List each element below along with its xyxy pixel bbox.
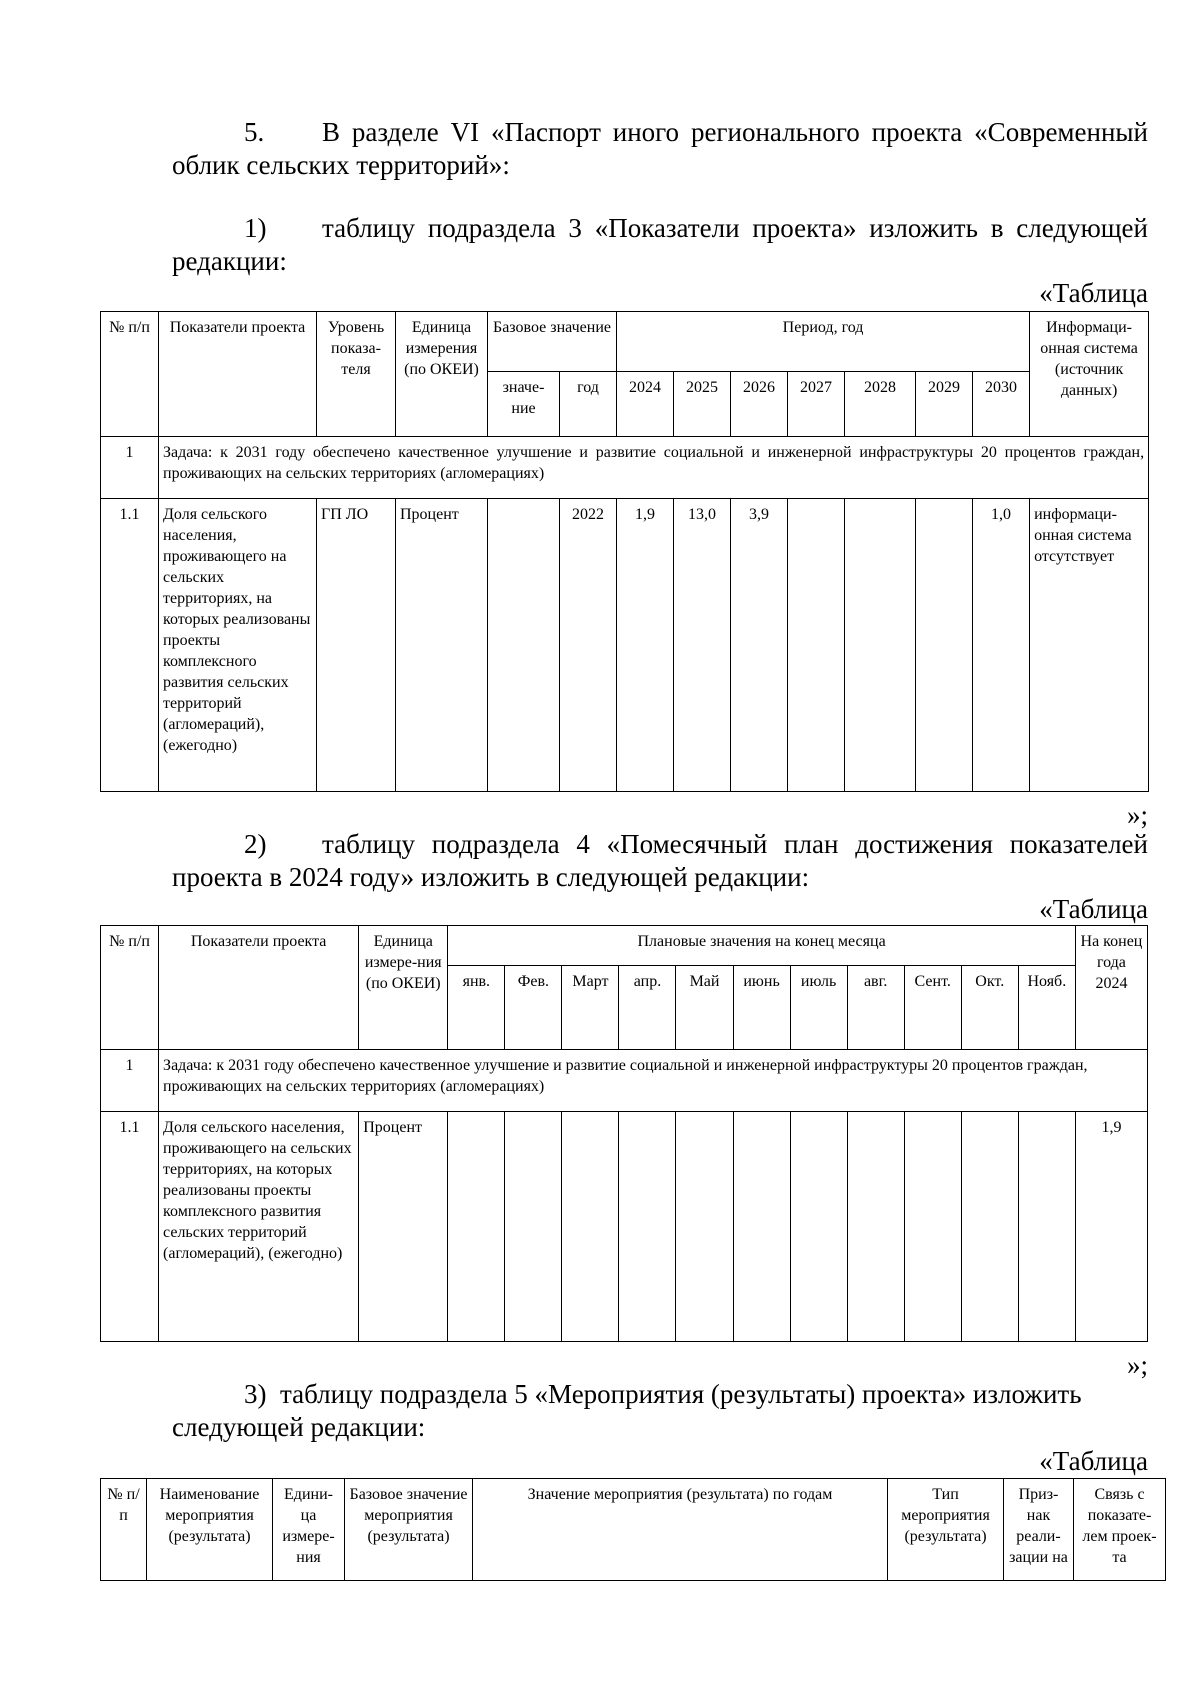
item3-table-label: «Таблица bbox=[1039, 1446, 1148, 1476]
row-value-2028 bbox=[845, 499, 916, 792]
item1-table-label: «Таблица bbox=[1039, 278, 1148, 308]
header-link: Связь с показате-лем проек-та bbox=[1074, 1479, 1166, 1581]
section-number: 5. bbox=[244, 117, 265, 147]
header-year: 2030 bbox=[973, 372, 1030, 437]
activities-table bbox=[100, 1478, 1166, 1581]
row-unit: Процент bbox=[359, 1112, 448, 1342]
header-base: Базовое значение мероприятия (результата) bbox=[345, 1479, 473, 1581]
row-month-value bbox=[505, 1112, 562, 1342]
row-month-value bbox=[790, 1112, 847, 1342]
row-month-value bbox=[847, 1112, 904, 1342]
row-indicator: Доля сельского населения, проживающего на сельских территориях, на которых реализованы проекты комплексного развития сельских территорий (агломераций), (ежегодно) bbox=[159, 1112, 359, 1342]
row-base-year: 2022 bbox=[560, 499, 617, 792]
row-value-2024: 1,9 bbox=[617, 499, 674, 792]
header-year: 2028 bbox=[845, 372, 916, 437]
header-month: авг. bbox=[847, 966, 904, 1050]
monthly-plan-table bbox=[100, 925, 1148, 1342]
header-month: июль bbox=[790, 966, 847, 1050]
row-month-value bbox=[619, 1112, 676, 1342]
row-num: 1.1 bbox=[101, 499, 159, 792]
row-month-value bbox=[562, 1112, 619, 1342]
row-level: ГП ЛО bbox=[317, 499, 396, 792]
row-indicator: Доля сельского населения, проживающего на сельских территориях, на которых реализованы проекты комплексного развития сельских территорий (агломераций), (ежегодно) bbox=[159, 499, 317, 792]
item2-text: таблицу подраздела 4 «Помесячный план достижения показателей проекта в 2024 году» изложить в следующей редакции: bbox=[172, 829, 1148, 892]
header-unit: Единица измерения (по ОКЕИ) bbox=[396, 312, 488, 437]
header-unit: Едини-ца измере-ния bbox=[273, 1479, 345, 1581]
row-month-value bbox=[733, 1112, 790, 1342]
row-value-2030: 1,0 bbox=[973, 499, 1030, 792]
header-year: 2029 bbox=[916, 372, 973, 437]
header-year-end: На конец года 2024 bbox=[1075, 926, 1147, 1050]
item1-number: 1) bbox=[244, 213, 267, 243]
row-year-end: 1,9 bbox=[1075, 1112, 1147, 1342]
header-month: апр. bbox=[619, 966, 676, 1050]
header-base: Базовое значение bbox=[488, 312, 617, 372]
item1-text: таблицу подраздела 3 «Показатели проекта» изложить в следующей редакции: bbox=[172, 213, 1148, 276]
header-month: Окт. bbox=[961, 966, 1018, 1050]
row-month-value bbox=[1018, 1112, 1075, 1342]
header-period: Период, год bbox=[617, 312, 1030, 372]
task-text: Задача: к 2031 году обеспечено качественное улучшение и развитие социальной и инженерной инфраструктуры 20 процентов граждан, проживающих на сельских территориях (агломерациях) bbox=[159, 1050, 1148, 1112]
header-month: Май bbox=[676, 966, 733, 1050]
item1-closing: »; bbox=[1126, 800, 1148, 830]
row-base-value bbox=[488, 499, 560, 792]
header-year: 2024 bbox=[617, 372, 674, 437]
task-text: Задача: к 2031 году обеспечено качественное улучшение и развитие социальной и инженерной инфраструктуры 20 процентов граждан, проживающих на сельских территориях (агломерациях) bbox=[159, 437, 1149, 499]
header-month: Март bbox=[562, 966, 619, 1050]
header-num: № п/п bbox=[101, 1479, 147, 1581]
header-year: 2026 bbox=[731, 372, 788, 437]
header-year: 2025 bbox=[674, 372, 731, 437]
row-value-2026: 3,9 bbox=[731, 499, 788, 792]
item2-closing: »; bbox=[1126, 1350, 1148, 1380]
row-info: информаци-онная система отсутствует bbox=[1030, 499, 1149, 792]
header-month: янв. bbox=[448, 966, 505, 1050]
row-month-value bbox=[676, 1112, 733, 1342]
header-level: Уровень показа-теля bbox=[317, 312, 396, 437]
header-month: Фев. bbox=[505, 966, 562, 1050]
row-month-value bbox=[961, 1112, 1018, 1342]
item3-paragraph bbox=[172, 1378, 1127, 1444]
item2-paragraph bbox=[172, 828, 1148, 894]
section-intro-text: В разделе VI «Паспорт иного регионального проекта «Современный облик сельских территорий»: bbox=[172, 117, 1148, 180]
row-month-value bbox=[448, 1112, 505, 1342]
header-base-year: год bbox=[560, 372, 617, 437]
header-month: Сент. bbox=[904, 966, 961, 1050]
header-year: 2027 bbox=[788, 372, 845, 437]
row-unit: Процент bbox=[396, 499, 488, 792]
task-num: 1 bbox=[101, 437, 159, 499]
row-value-2025: 13,0 bbox=[674, 499, 731, 792]
header-values-by-year: Значение мероприятия (результата) по годам bbox=[473, 1479, 888, 1581]
item2-table-label: «Таблица bbox=[1039, 894, 1148, 924]
header-sign: Приз-нак реали-зации на bbox=[1004, 1479, 1074, 1581]
row-num: 1.1 bbox=[101, 1112, 159, 1342]
header-plan: Плановые значения на конец месяца bbox=[448, 926, 1076, 966]
header-num: № п/п bbox=[101, 926, 159, 1050]
header-month: июнь bbox=[733, 966, 790, 1050]
header-info: Информаци-онная система (источник данных) bbox=[1030, 312, 1149, 437]
header-base-value: значе-ние bbox=[488, 372, 560, 437]
header-name: Наименование мероприятия (результата) bbox=[147, 1479, 273, 1581]
indicators-table bbox=[100, 311, 1149, 792]
section-intro bbox=[172, 116, 1148, 182]
row-month-value bbox=[904, 1112, 961, 1342]
header-month: Нояб. bbox=[1018, 966, 1075, 1050]
item3-number: 3) bbox=[244, 1379, 267, 1409]
header-indicator: Показатели проекта bbox=[159, 312, 317, 437]
header-indicator: Показатели проекта bbox=[159, 926, 359, 1050]
item1-paragraph bbox=[172, 212, 1148, 278]
item3-text: таблицу подраздела 5 «Мероприятия (результаты) проекта» изложить следующей редакции: bbox=[172, 1379, 1082, 1442]
header-num: № п/п bbox=[101, 312, 159, 437]
row-value-2027 bbox=[788, 499, 845, 792]
header-unit: Единица измере-ния (по ОКЕИ) bbox=[359, 926, 448, 1050]
item2-number: 2) bbox=[244, 829, 267, 859]
task-num: 1 bbox=[101, 1050, 159, 1112]
row-value-2029 bbox=[916, 499, 973, 792]
header-type: Тип мероприятия (результата) bbox=[888, 1479, 1004, 1581]
